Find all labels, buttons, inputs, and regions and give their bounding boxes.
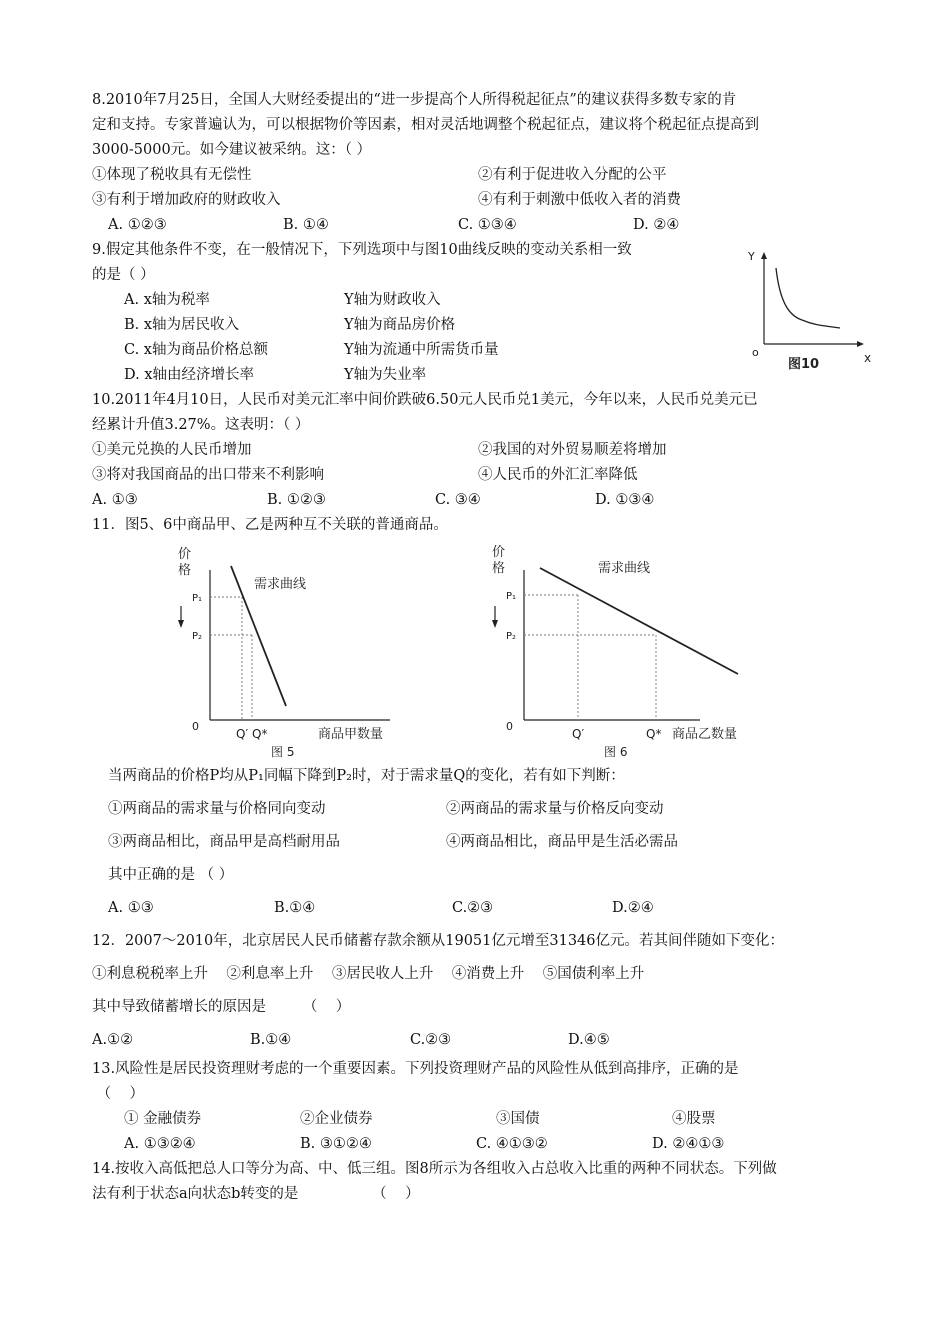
fig10-x-label: x (864, 351, 872, 365)
q14-stem-line-1: 14.按收入高低把总人口等分为高、中、低三组。图8所示为各组收入占总收入比重的两种不同状态。下列做 (92, 1161, 777, 1177)
question-10 (92, 388, 872, 513)
q8-option-3: ③有利于增加政府的财政收入 (92, 192, 281, 208)
fig10-caption: 图10 (788, 357, 820, 372)
fig6-demand-curve (540, 568, 738, 674)
fig6-caption: 图 6 (604, 745, 628, 758)
q11-option-2: ②两商品的需求量与价格反向变动 (446, 801, 664, 817)
q9-stem-line-2: 的是（ ） (92, 267, 155, 283)
fig10-origin: o (752, 346, 759, 359)
fig6-x-label: 商品乙数量 (672, 727, 738, 742)
q8-answer-d: D. ②④ (633, 217, 680, 233)
q9-option-c-y: Y轴为流通中所需货币量 (344, 342, 499, 358)
q12-answer-c: C.②③ (410, 1032, 452, 1048)
q9-stem-line-1: 9.假定其他条件不变，在一般情况下，下列选项中与图10曲线反映的变动关系相一致 (92, 242, 632, 258)
q14-stem-line-2: 法有利于状态a向状态b转变的是 （ ） (92, 1186, 420, 1202)
q13-item-2: ②企业债券 (300, 1111, 373, 1127)
fig6-p2: P₂ (506, 631, 517, 642)
fig5-q2: Q* (252, 727, 268, 741)
exam-page (92, 88, 872, 1207)
fig10-y-label: Y (748, 250, 755, 263)
q8-answer-a: A. ①②③ (108, 217, 167, 233)
fig6-p1: P₁ (506, 591, 517, 602)
figure-5 (176, 544, 476, 758)
q11-figures (92, 538, 872, 760)
fig5-p1: P₁ (192, 593, 203, 604)
q12-items: ①利息税税率上升 ②利息率上升 ③居民收人上升 ④消费上升 ⑤国债利率上升 (92, 966, 645, 982)
q8-answer-b: B. ①④ (283, 217, 329, 233)
q11-option-1: ①两商品的需求量与价格同向变动 (108, 801, 326, 817)
fig6-q1: Q′ (572, 727, 585, 741)
q8-answer-c: C. ①③④ (458, 217, 517, 233)
q12-answer-a: A.①② (92, 1032, 134, 1048)
q11-answer-d: D.②④ (612, 900, 654, 916)
question-12 (92, 925, 872, 1057)
figure-6 (490, 544, 790, 758)
q12-answer-b: B.①④ (250, 1032, 292, 1048)
fig5-q1: Q′ (236, 727, 249, 741)
fig5-x-label: 商品甲数量 (318, 727, 384, 742)
fig6-y-label-1: 价 (492, 545, 506, 560)
fig5-caption: 图 5 (271, 745, 295, 758)
q9-option-a-y: Y轴为财政收入 (344, 292, 441, 308)
q11-stem-line: 11．图5、6中商品甲、乙是两种互不关联的普通商品。 (92, 517, 448, 533)
q11-stem: 当两商品的价格P均从P₁同幅下降到P₂时，对于需求量Q的变化，若有如下判断： (108, 768, 625, 784)
q9-option-d-y: Y轴为失业率 (344, 367, 427, 383)
q8-option-1: ①体现了税收具有无偿性 (92, 167, 252, 183)
q13-answer-a: A. ①③②④ (124, 1136, 196, 1152)
q10-stem-line-2: 经累计升值3.27%。这表明：（ ） (92, 417, 310, 433)
q9-option-b-x: B. x轴为居民收入 (124, 317, 240, 333)
q10-option-3: ③将对我国商品的出口带来不利影响 (92, 467, 324, 483)
fig10-curve (776, 268, 840, 328)
fig5-y-label-1: 价 (178, 547, 192, 562)
q10-option-1: ①美元兑换的人民币增加 (92, 442, 252, 458)
q8-option-4: ④有利于刺激中低收入者的消费 (478, 192, 681, 208)
fig6-curve-label: 需求曲线 (598, 561, 651, 576)
q10-option-4: ④人民币的外汇汇率降低 (478, 467, 638, 483)
q11-option-4: ④两商品相比，商品甲是生活必需品 (446, 834, 678, 850)
q12-answer-d: D.④⑤ (568, 1032, 610, 1048)
q13-answer-b: B. ③①②④ (300, 1136, 372, 1152)
q10-stem-line-1: 10.2011年4月10日，人民币对美元汇率中间价跌破6.50元人民币兑1美元，今年以来，人民币兑美元已 (92, 392, 758, 408)
q13-answer-c: C. ④①③② (476, 1136, 548, 1152)
question-9 (92, 238, 872, 388)
q12-question: 其中导致储蓄增长的原因是 （ ） (92, 999, 351, 1015)
q9-option-b-y: Y轴为商品房价格 (344, 317, 456, 333)
q10-answer-b: B. ①②③ (267, 492, 326, 508)
q10-answer-c: C. ③④ (435, 492, 481, 508)
q11-question: 其中正确的是 （ ） (108, 867, 234, 883)
fig5-curve-label: 需求曲线 (254, 577, 307, 592)
q13-item-4: ④股票 (672, 1111, 716, 1127)
q8-stem-line-2: 定和支持。专家普遍认为，可以根据物价等因素，相对灵活地调整个税起征点，建议将个税起征点提高到 (92, 117, 759, 133)
question-11 (92, 513, 872, 925)
q13-item-1: ① 金融债券 (124, 1111, 202, 1127)
q9-option-c-x: C. x轴为商品价格总额 (124, 342, 268, 358)
q11-answer-c: C.②③ (452, 900, 494, 916)
q12-stem-line: 12．2007～2010年，北京居民人民币储蓄存款余额从19051亿元增至31346亿元。若其间伴随如下变化： (92, 933, 785, 949)
question-8 (92, 88, 872, 238)
q13-stem-line-2: （ ） (92, 1086, 145, 1102)
q10-option-2: ②我国的对外贸易顺差将增加 (478, 442, 667, 458)
fig6-y-label-2: 格 (492, 561, 506, 576)
fig5-y-label-2: 格 (178, 563, 192, 578)
fig5-p2: P₂ (192, 631, 203, 642)
q11-answer-a: A. ①③ (108, 900, 154, 916)
q8-stem-line-3: 3000-5000元。如今建议被采纳。这：（ ） (92, 142, 372, 158)
figure-10 (736, 244, 872, 372)
q10-answer-a: A. ①③ (92, 492, 138, 508)
q11-option-3: ③两商品相比，商品甲是高档耐用品 (108, 834, 340, 850)
fig6-q2: Q* (646, 727, 662, 741)
question-14 (92, 1157, 872, 1207)
fig6-origin: 0 (506, 720, 513, 733)
q13-stem-line-1: 13.风险性是居民投资理财考虑的一个重要因素。下列投资理财产品的风险性从低到高排序，正确的是 (92, 1061, 739, 1077)
q13-answer-d: D. ②④①③ (652, 1136, 725, 1152)
q8-option-2: ②有利于促进收入分配的公平 (478, 167, 667, 183)
q8-stem-line-1: 8.2010年7月25日，全国人大财经委提出的“进一步提高个人所得税起征点”的建议获得多数专家的肯 (92, 92, 737, 108)
q13-item-3: ③国债 (496, 1111, 540, 1127)
question-13 (92, 1057, 872, 1157)
q11-answer-b: B.①④ (274, 900, 316, 916)
q10-answer-d: D. ①③④ (595, 492, 655, 508)
q9-option-a-x: A. x轴为税率 (124, 292, 210, 308)
fig5-origin: 0 (192, 720, 199, 733)
q9-option-d-x: D. x轴由经济增长率 (124, 367, 255, 383)
